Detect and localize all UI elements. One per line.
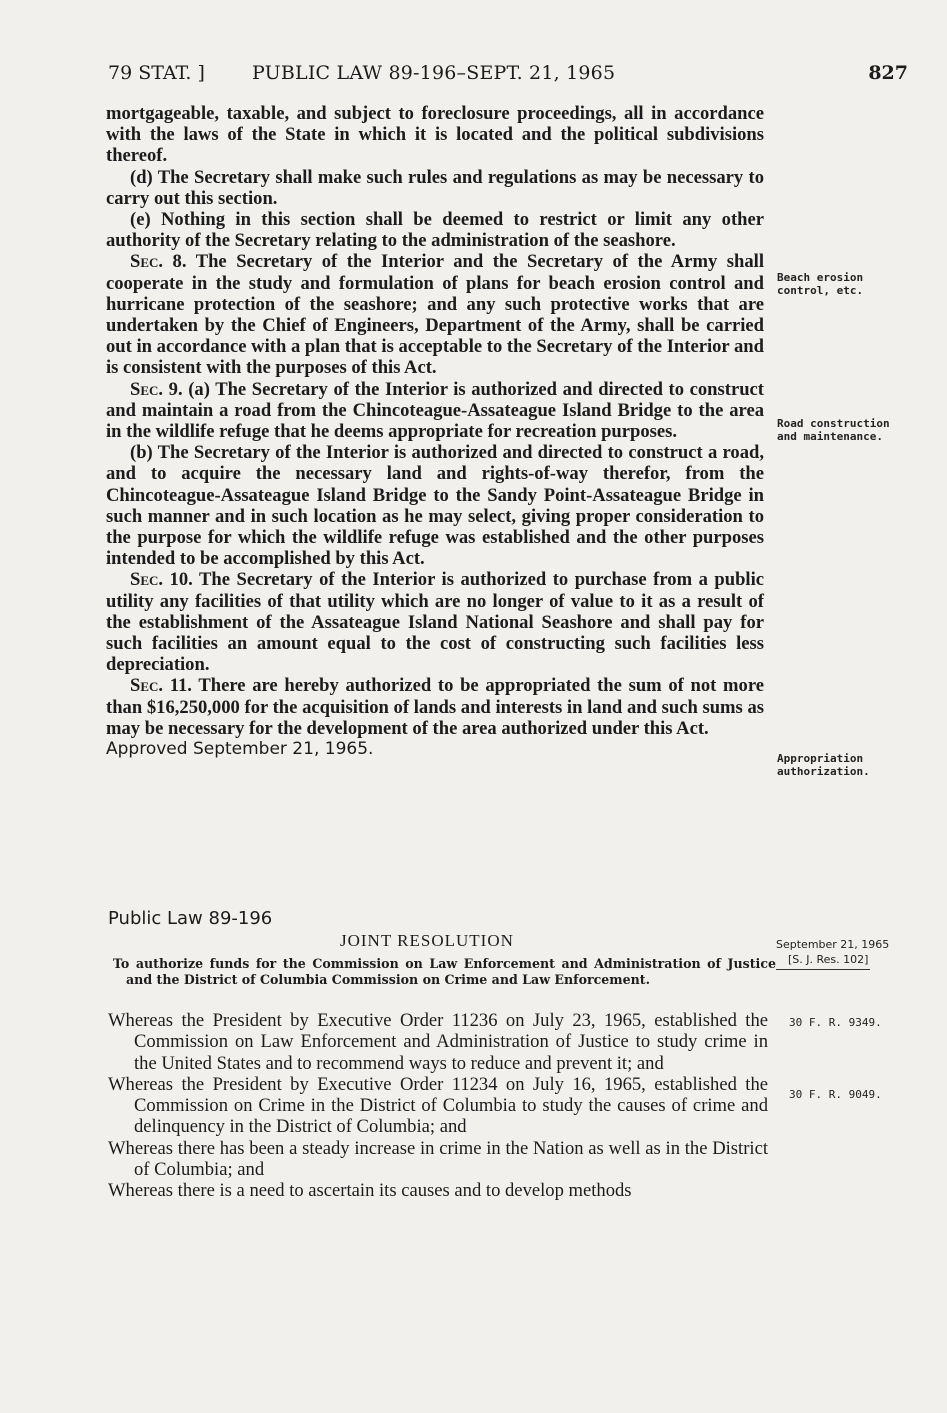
- resolution-purpose: To authorize funds for the Commission on Law Enforcement and Administration of Justice and the District of Columbia Commission on Crime and Law Enforcement.: [113, 956, 776, 987]
- section-8-label: Sec. 8.: [130, 251, 187, 273]
- whereas-clause: Whereas the President by Executive Order 11234 on July 16, 1965, established the Commission on Crime in the District of Columbia to study the causes of crime and delinquency in the District of Columbia; and: [108, 1073, 768, 1138]
- whereas-clauses: [108, 1010, 768, 1202]
- whereas-clause: Whereas there is a need to ascertain its causes and to develop methods: [108, 1180, 632, 1202]
- enactment-date-block: [776, 937, 889, 970]
- page-number: 827: [868, 62, 908, 84]
- section-10: [106, 569, 764, 675]
- section-8: [106, 251, 764, 378]
- margin-note-road: Road construction and maintenance.: [777, 417, 890, 443]
- margin-citation-2: 30 F. R. 9049.: [789, 1088, 882, 1101]
- whereas-clause: Whereas the President by Executive Order 11236 on July 23, 1965, established the Commission on Law Enforcement and Administration of Justice to study crime in the United States and to recommend ways to reduce and prevent it; and: [108, 1010, 768, 1074]
- paragraph-e: (e) Nothing in this section shall be deemed to restrict or limit any other authority of the Secretary relating to the administration of the seashore.: [106, 209, 764, 252]
- enactment-date: September 21, 1965: [776, 938, 890, 951]
- public-law-heading: Public Law 89-196: [108, 908, 273, 929]
- whereas-clause: Whereas there has been a steady increase in crime in the Nation as well as in the District of Columbia; and: [108, 1137, 768, 1181]
- margin-citation-1: 30 F. R. 9349.: [789, 1016, 882, 1029]
- joint-resolution-heading: JOINT RESOLUTION: [340, 931, 514, 950]
- statute-volume: 79 STAT. ]: [108, 62, 205, 84]
- approval-date: Approved September 21, 1965.: [106, 739, 374, 760]
- margin-note-appropriation: Appropriation authorization.: [777, 752, 870, 778]
- paragraph-continuation: mortgageable, taxable, and subject to foreclosure proceedings, all in accordance with the laws of the State in which it is located and the political subdivisions thereof.: [106, 103, 764, 167]
- section-11-text: There are hereby authorized to be appropriated the sum of not more than $16,250,000 for the acquisition of lands and interests in land and such sums as may be necessary for the development of the area authorized under this Act.: [106, 675, 765, 739]
- section-11: [106, 675, 764, 739]
- section-9a: [106, 379, 764, 443]
- section-10-label: Sec. 10.: [130, 569, 193, 591]
- resolution-number: [S. J. Res. 102]: [776, 952, 870, 970]
- section-8-text: The Secretary of the Interior and the Secretary of the Army shall cooperate in the study and formulation of plans for beach erosion control and hurricane protection of the seashore; and any such protective works that are undertaken by the Chief of Engineers, Department of the Army, shall be carried out in accordance with a plan that is acceptable to the Secretary of the Interior and is consistent with the purposes of this Act.: [106, 251, 764, 379]
- section-11-label: Sec. 11.: [130, 675, 192, 697]
- section-9b: (b) The Secretary of the Interior is authorized and directed to construct a road, and to acquire the necessary land and rights-of-way therefor, from the Chincoteague-Assateague Island Bridge to the Sandy Point-Assateague Bridge in such manner and in such location as he may select, giving proper consideration to the purpose for which the wildlife refuge was established and the other purposes intended to be accomplished by this Act.: [106, 442, 764, 570]
- paragraph-d: (d) The Secretary shall make such rules and regulations as may be necessary to carry out this section.: [106, 166, 764, 209]
- section-9a-text: (a) The Secretary of the Interior is authorized and directed to construct and maintain a road from the Chincoteague-Assateague Island Bridge to the area in the wildlife refuge that he deems appropriate for recreation purposes.: [106, 378, 764, 443]
- page-header: [108, 62, 908, 90]
- margin-note-beach-erosion: Beach erosion control, etc.: [777, 271, 864, 297]
- section-9-label: Sec. 9.: [130, 378, 183, 400]
- running-title: PUBLIC LAW 89-196–SEPT. 21, 1965: [252, 62, 616, 84]
- section-10-text: The Secretary of the Interior is authorized to purchase from a public utility any facilities of that utility which are no longer of value to it as a result of the establishment of the Assateague Island National Seashore and shall pay for such facilities an amount equal to the cost of constructing such facilities less depreciation.: [106, 569, 765, 676]
- statute-body: [106, 103, 764, 760]
